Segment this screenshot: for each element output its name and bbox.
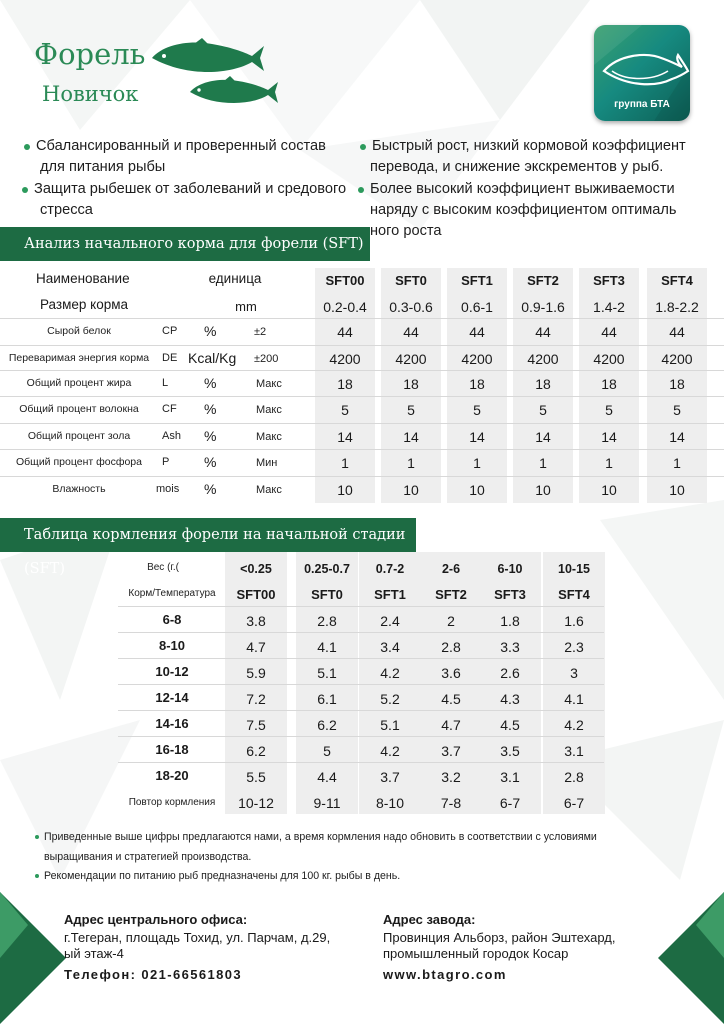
row-divider [0,449,724,450]
feeding-rate-cell: 4.7 [441,717,461,733]
feed-type-header: SFT0 [311,587,343,602]
feeding-rate-cell: 4.1 [564,691,584,707]
analysis-cell: 1 [407,455,415,471]
phone-number: Телефон: 021-66561803 [64,967,243,982]
row-divider [0,345,724,346]
analysis-cell: 5 [473,402,481,418]
analysis-cell: 4200 [329,351,361,367]
analysis-cell: 4200 [461,351,493,367]
bullet-dot-icon [22,187,28,193]
feeding-rate-cell: 3.7 [441,743,461,759]
analysis-row-limit: Макс [256,484,282,496]
feature-text: Сбалансированный и проверенный состав [36,138,326,154]
temperature-label: 10-12 [155,664,189,679]
factory-address-line: Провинция Альборз, район Эштехард, [383,930,616,945]
analysis-cell: 14 [337,429,353,445]
analysis-row-symbol: mois [156,483,180,495]
feeding-rate-cell: 4.5 [500,717,520,733]
size-cell: 0.2-0.4 [323,299,367,315]
analysis-row-unit: % [204,481,217,497]
weight-range-header: 2-6 [441,562,461,576]
feeding-rate-cell: 5.2 [380,691,400,707]
analysis-row-unit: % [204,375,217,391]
feeding-rate-cell: 3 [570,665,578,681]
feeding-rate-cell: 4.3 [500,691,520,707]
analysis-row-unit: % [204,454,217,470]
repeat-frequency-cell: 10-12 [238,795,274,811]
analysis-row-symbol: Ash [162,430,181,442]
size-row-unit: mm [235,299,257,314]
analysis-cell: 44 [601,324,617,340]
repeat-frequency-cell: 7-8 [440,795,462,811]
feature-text: стресса [40,202,93,218]
note-text: Рекомендации по питанию рыб предназначены для 100 кг. рыбы в день. [44,870,401,882]
weight-range-header: <0.25 [240,562,272,576]
feeding-rate-cell: 4.2 [564,717,584,733]
analysis-row-limit: Макс [256,404,282,416]
analysis-cell: 5 [605,402,613,418]
weight-row-label: Вес (г.( [147,562,179,573]
temperature-label: 12-14 [155,690,189,705]
analysis-cell: 18 [403,376,419,392]
feature-text: Быстрый рост, низкий кормовой коэффициент [372,138,686,154]
feeding-rate-cell: 5.9 [246,665,266,681]
analysis-row-unit: % [204,428,217,444]
analysis-row-limit: Мин [256,457,278,469]
analysis-cell: 44 [669,324,685,340]
note-text: Приведенные выше цифры предлагаются нами, а время кормления надо обновить в соответствии с условиями [44,831,597,843]
row-divider [0,318,724,319]
analysis-row-limit: ±200 [254,353,279,365]
analysis-cell: 5 [539,402,547,418]
feeding-rate-cell: 2.6 [500,665,520,681]
analysis-cell: 5 [407,402,415,418]
feeding-rate-cell: 4.7 [246,639,266,655]
feeding-section-heading: Таблица кормления форели на начальной стадии (SFT) [0,518,416,552]
feeding-rate-cell: 1.8 [500,613,520,629]
analysis-row-label: Общий процент зола [27,430,131,442]
row-divider [0,396,724,397]
temperature-label: 14-16 [155,716,189,731]
feature-bullet [34,179,346,200]
feature-bullet [370,179,675,200]
office-address-line: г.Тегеран, площадь Тохид, ул. Парчам, д.29, [64,930,331,945]
repeat-frequency-cell: 6-7 [563,795,585,811]
row-divider [118,710,604,711]
feature-text: для питания рыбы [40,159,166,175]
size-cell: 1.8-2.2 [655,299,699,315]
analysis-cell: 10 [337,482,353,498]
row-divider [0,476,724,477]
company-logo [594,25,690,121]
bullet-dot-icon [358,187,364,193]
feeding-rate-cell: 7.5 [246,717,266,733]
feature-bullet-continued [370,200,677,221]
size-cell: 0.9-1.6 [521,299,565,315]
feature-bullet [372,136,686,157]
product-subtitle: Новичок [42,82,139,106]
repeat-row-label: Повтор кормления [128,797,216,808]
feature-bullet-continued [370,157,663,178]
feeding-rate-cell: 4.5 [441,691,461,707]
size-cell: 0.6-1 [461,299,493,315]
feeding-rate-cell: 5.5 [246,769,266,785]
analysis-row-label: Общий процент фосфора [16,456,142,468]
analysis-row-symbol: CF [162,403,177,415]
logo-caption: группа БТА [614,99,670,110]
analysis-cell: 44 [337,324,353,340]
analysis-row-unit: % [204,401,217,417]
analysis-row-label: Сырой белок [47,325,111,337]
feeding-rate-cell: 6.1 [317,691,337,707]
analysis-cell: 5 [673,402,681,418]
feature-text: ного роста [370,223,442,239]
feeding-rate-cell: 3.2 [441,769,461,785]
office-address-heading: Адрес центрального офиса: [64,912,248,927]
row-divider [0,370,724,371]
analysis-cell: 44 [469,324,485,340]
analysis-cell: 1 [473,455,481,471]
analysis-cell: 5 [341,402,349,418]
feature-text: перевода, и снижение экскрементов у рыб. [370,159,664,175]
analysis-row-label: Переваримая энергия корма [8,352,150,364]
bullet-dot-icon [360,144,366,150]
analysis-row-limit: Макс [256,431,282,443]
bullet-dot-icon [35,874,39,878]
row-divider [118,606,604,607]
factory-address-line: промышленный городок Косар [383,946,569,961]
analysis-cell: 18 [669,376,685,392]
feeding-rate-cell: 3.5 [500,743,520,759]
bullet-dot-icon [24,144,30,150]
feeding-rate-cell: 2.3 [564,639,584,655]
repeat-frequency-cell: 9-11 [313,795,341,811]
analysis-cell: 44 [535,324,551,340]
feed-type-header: SFT3 [494,587,526,602]
trout-fish-icon [188,76,280,108]
feature-bullet [36,136,326,157]
analysis-cell: 18 [469,376,485,392]
row-divider [0,423,724,424]
analysis-section-heading: Анализ начального корма для форели (SFT) [0,227,370,261]
feed-type-header: SFT2 [435,587,467,602]
feed-type-header: SFT1 [374,587,406,602]
analysis-cell: 18 [337,376,353,392]
row-divider [118,632,604,633]
analysis-cell: 4200 [395,351,427,367]
analysis-cell: 1 [605,455,613,471]
product-column-header: SFT1 [461,273,493,288]
analysis-row-label: Влажность [52,483,106,495]
feeding-rate-cell: 4.1 [317,639,337,655]
analysis-cell: 10 [601,482,617,498]
feed-row-label: Корм/Температура [128,588,216,599]
feeding-rate-cell: 2.8 [317,613,337,629]
feeding-rate-cell: 7.2 [246,691,266,707]
product-column-header: SFT4 [661,273,693,288]
feeding-rate-cell: 6.2 [317,717,337,733]
note-item [44,869,400,883]
analysis-cell: 1 [341,455,349,471]
size-cell: 1.4-2 [593,299,625,315]
note-item-continued [44,850,251,864]
office-address-line: ый этаж-4 [64,946,124,961]
analysis-row-unit: % [204,323,217,339]
analysis-row-unit: Kcal/Kg [188,350,237,366]
row-divider [118,736,604,737]
feeding-rate-cell: 2 [447,613,455,629]
analysis-row-symbol: P [162,456,170,468]
analysis-cell: 10 [403,482,419,498]
feeding-rate-cell: 2.4 [380,613,400,629]
feeding-rate-cell: 3.3 [500,639,520,655]
analysis-row-symbol: CP [162,325,178,337]
weight-range-header: 0.7-2 [375,562,405,576]
repeat-frequency-cell: 6-7 [499,795,521,811]
feeding-rate-cell: 2.8 [441,639,461,655]
size-row-label: Размер корма [40,297,129,312]
analysis-row-limit: Макс [256,378,282,390]
size-cell: 0.3-0.6 [389,299,433,315]
feature-text: Защита рыбешек от заболеваний и средового [34,181,347,197]
analysis-row-limit: ±2 [254,326,267,338]
analysis-row-symbol: DE [162,352,178,364]
temperature-label: 8-10 [158,638,186,653]
analysis-cell: 4200 [593,351,625,367]
feeding-rate-cell: 3.7 [380,769,400,785]
weight-range-header: 0.25-0.7 [304,562,350,576]
feeding-rate-cell: 3.8 [246,613,266,629]
feeding-rate-cell: 5 [323,743,331,759]
analysis-cell: 18 [535,376,551,392]
row-divider [118,684,604,685]
analysis-cell: 44 [403,324,419,340]
trout-fish-icon [150,38,266,78]
analysis-cell: 14 [669,429,685,445]
weight-range-header: 10-15 [558,562,590,576]
analysis-cell: 10 [535,482,551,498]
analysis-row-label: Общий процент волокна [19,403,139,415]
repeat-frequency-cell: 8-10 [375,795,405,811]
bullet-dot-icon [35,835,39,839]
analysis-cell: 14 [535,429,551,445]
weight-range-header: 6-10 [497,562,523,576]
feeding-rate-cell: 4.4 [317,769,337,785]
feeding-rate-cell: 4.2 [380,665,400,681]
analysis-cell: 14 [403,429,419,445]
feature-bullet-continued [40,157,165,178]
feature-text: Более высокий коэффициент выживаемости [370,181,675,197]
temperature-label: 18-20 [155,768,189,783]
feeding-rate-cell: 3.6 [441,665,461,681]
feature-text: наряду с высоким коэффициентом оптималь [370,202,677,218]
note-text: выращивания и стратегией производства. [44,851,252,863]
analysis-row-symbol: L [162,377,169,389]
feeding-rate-cell: 3.1 [500,769,520,785]
row-divider [118,762,604,763]
feeding-rate-cell: 5.1 [317,665,337,681]
feeding-rate-cell: 3.4 [380,639,400,655]
feeding-rate-cell: 2.8 [564,769,584,785]
unit-header: единица [208,271,262,286]
analysis-cell: 4200 [661,351,693,367]
feeding-rate-cell: 4.2 [380,743,400,759]
factory-address-heading: Адрес завода: [383,912,476,927]
feeding-rate-cell: 3.1 [564,743,584,759]
analysis-cell: 14 [601,429,617,445]
feeding-rate-cell: 6.2 [246,743,266,759]
website-link[interactable]: www.btagro.com [383,967,507,982]
temperature-label: 6-8 [162,612,182,627]
row-divider [118,658,604,659]
note-item [44,830,597,844]
analysis-cell: 1 [673,455,681,471]
feature-bullet-continued [370,221,442,242]
temperature-label: 16-18 [155,742,189,757]
product-column-header: SFT3 [593,273,625,288]
analysis-cell: 10 [669,482,685,498]
feature-bullet-continued [40,200,93,221]
product-title: Форель [34,37,146,71]
product-column-header: SFT00 [325,273,365,288]
product-column-header: SFT0 [395,273,427,288]
feed-type-header: SFT4 [558,587,590,602]
analysis-cell: 1 [539,455,547,471]
analysis-row-label: Общий процент жира [26,377,132,389]
analysis-cell: 14 [469,429,485,445]
product-column-header: SFT2 [527,273,559,288]
analysis-cell: 18 [601,376,617,392]
feed-type-header: SFT00 [236,587,276,602]
feeding-rate-cell: 5.1 [380,717,400,733]
analysis-cell: 4200 [527,351,559,367]
name-header: Наименование [36,271,130,286]
analysis-cell: 10 [469,482,485,498]
feeding-rate-cell: 1.6 [564,613,584,629]
